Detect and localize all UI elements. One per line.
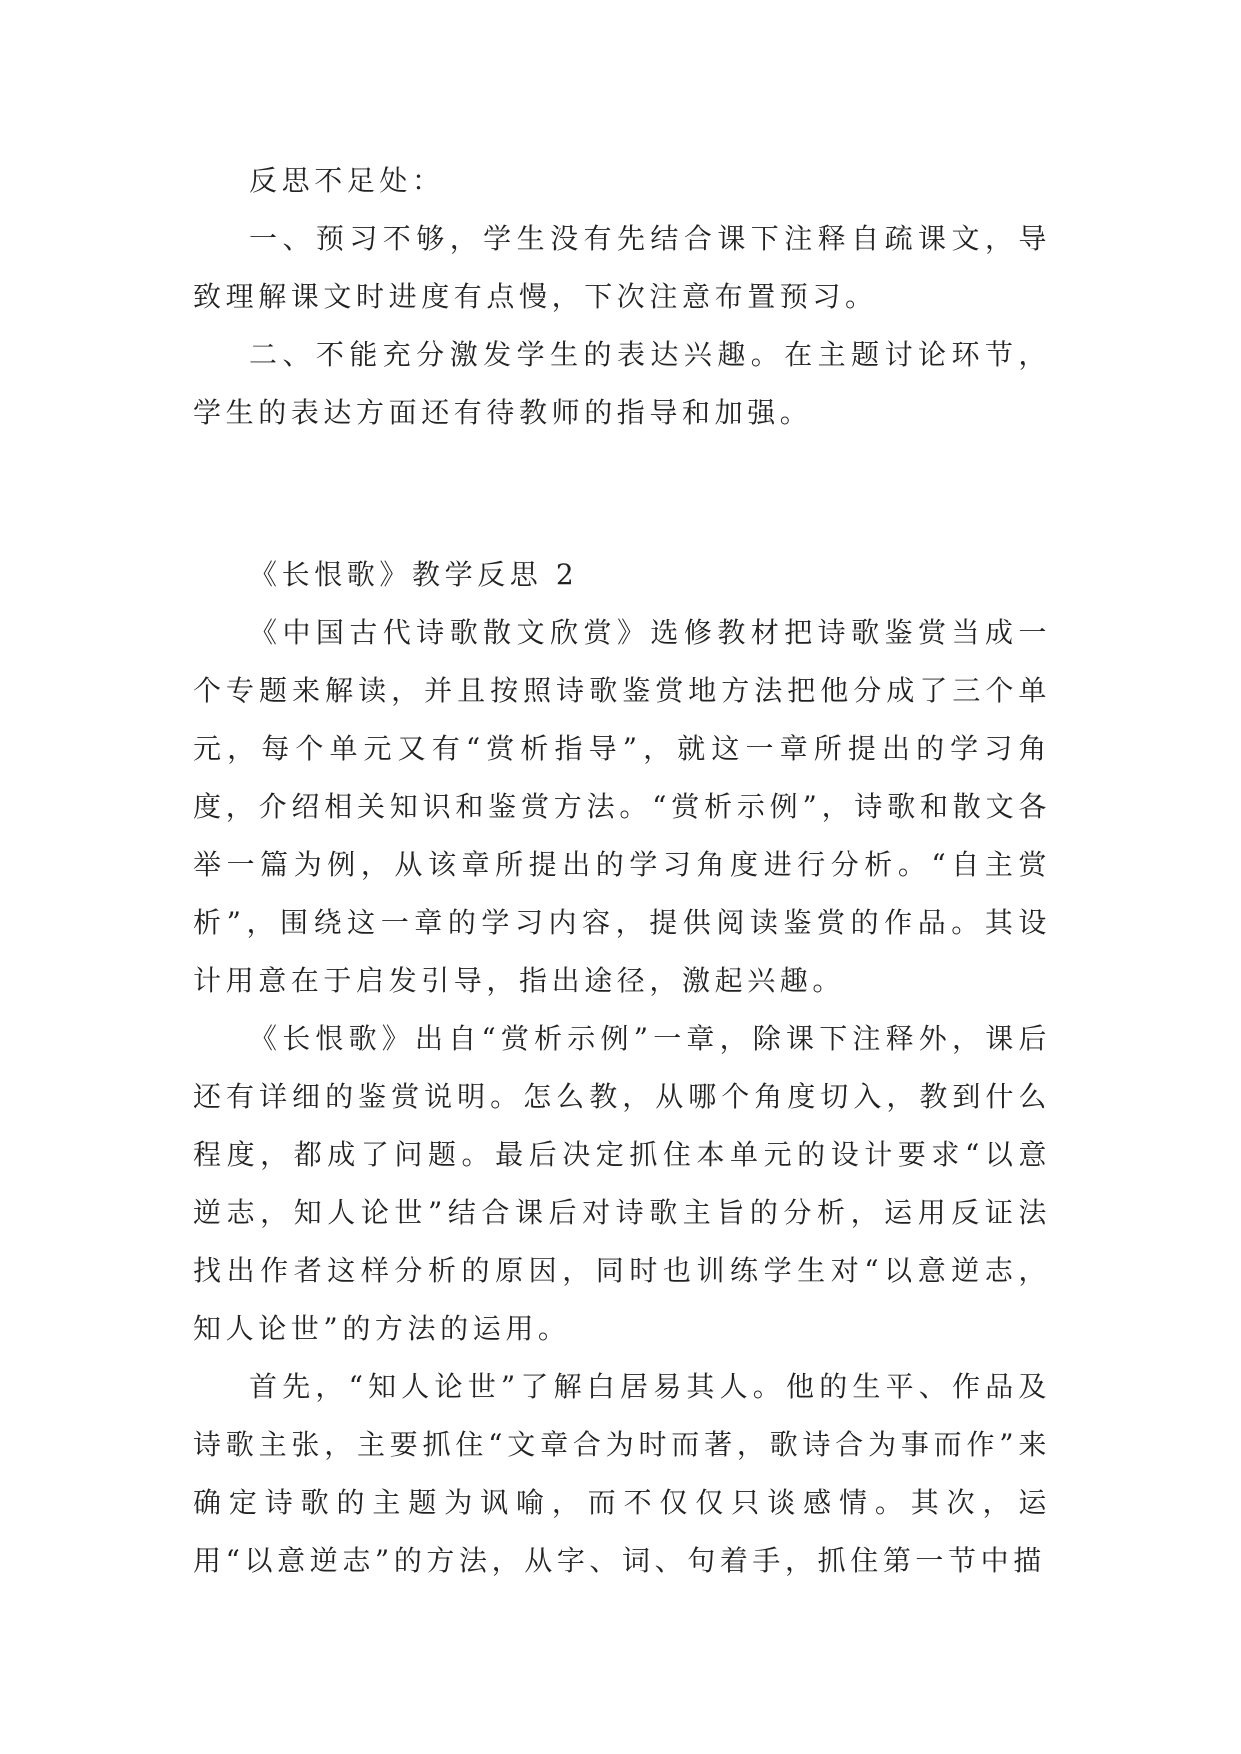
shortcoming-point-1: 一、预习不够，学生没有先结合课下注释自疏课文，导致理解课文时进度有点慢，下次注意布置预习。 xyxy=(193,222,1051,313)
paragraph-1: 《中国古代诗歌散文欣赏》选修教材把诗歌鉴赏当成一个专题来解读，并且按照诗歌鉴赏地方法把他分成了三个单元，每个单元又有“赏析指导”，就这一章所提出的学习角度，介绍相关知识和鉴赏方法。“赏析示例”，诗歌和散文各举一篇为例，从该章所提出的学习角度进行分析。“自主赏析”，围绕这一章的学习内容，提供阅读鉴赏的作品。其设计用意在于启发引导，指出途径，激起兴趣。 xyxy=(193,616,1051,997)
section-heading: 《长恨歌》教学反思 2 xyxy=(249,558,579,591)
paragraph-3: 首先，“知人论世”了解白居易其人。他的生平、作品及诗歌主张，主要抓住“文章合为时而著，歌诗合为事而作”来确定诗歌的主题为讽喻，而不仅仅只谈感情。其次，运用“以意逆志”的方法，从字、词、句着手，抓住第一节中描 xyxy=(193,1370,1051,1577)
document-body xyxy=(193,152,1051,1590)
section-spacer xyxy=(193,500,1051,546)
section-spacer xyxy=(193,442,1051,500)
paragraph-2: 《长恨歌》出自“赏析示例”一章，除课下注释外，课后还有详细的鉴赏说明。怎么教，从哪个角度切入，教到什么程度，都成了问题。最后决定抓住本单元的设计要求“以意逆志，知人论世”结合课后对诗歌主旨的分析，运用反证法找出作者这样分析的原因，同时也训练学生对“以意逆志，知人论世”的方法的运用。 xyxy=(193,1022,1051,1345)
shortcoming-point-2: 二、不能充分激发学生的表达兴趣。在主题讨论环节，学生的表达方面还有待教师的指导和加强。 xyxy=(193,338,1051,429)
reflection-shortcomings-title: 反思不足处： xyxy=(249,164,445,197)
